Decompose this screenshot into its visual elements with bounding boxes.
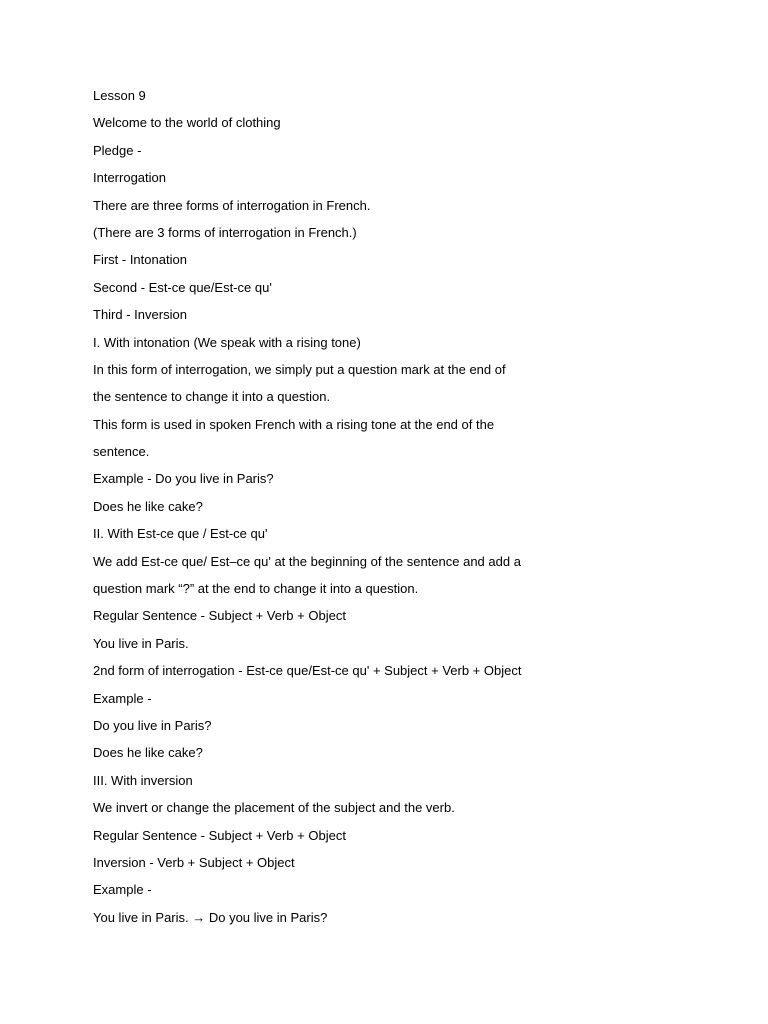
text-line: Inversion - Verb + Subject + Object bbox=[93, 854, 295, 870]
text-line: 2nd form of interrogation - Est-ce que/Est-ce qu' + Subject + Verb + Object bbox=[93, 663, 522, 679]
text-line: Third - Inversion bbox=[93, 307, 187, 323]
text-line: We add Est-ce que/ Est–ce qu' at the beginning of the sentence and add a bbox=[93, 553, 521, 569]
text-line: sentence. bbox=[93, 444, 150, 460]
text-line: We invert or change the placement of the subject and the verb. bbox=[93, 800, 455, 816]
text-line: In this form of interrogation, we simply put a question mark at the end of bbox=[93, 361, 506, 377]
example-line: You live in Paris. → Do you live in Paris? bbox=[93, 909, 328, 925]
text-line: the sentence to change it into a question. bbox=[93, 389, 331, 405]
example-line: Does he like cake? bbox=[93, 745, 203, 761]
section-heading-interrogation: Interrogation bbox=[93, 170, 166, 186]
pledge-line: Pledge - bbox=[93, 142, 142, 158]
example-line: Do you live in Paris? bbox=[93, 717, 212, 733]
text-line: First - Intonation bbox=[93, 252, 187, 268]
text-line: You live in Paris. bbox=[93, 635, 189, 651]
text-line: There are three forms of interrogation in French. bbox=[93, 197, 371, 213]
lesson-title: Lesson 9 bbox=[93, 88, 146, 103]
lesson-subtitle: Welcome to the world of clothing bbox=[93, 115, 281, 131]
text-line: Second - Est-ce que/Est-ce qu' bbox=[93, 279, 272, 295]
section-heading-inversion: III. With inversion bbox=[93, 772, 193, 788]
document-body bbox=[93, 82, 533, 931]
text-line: Regular Sentence - Subject + Verb + Object bbox=[93, 827, 346, 843]
example-line: Example - bbox=[93, 690, 152, 706]
text-line: This form is used in spoken French with a rising tone at the end of the bbox=[93, 416, 495, 432]
text-line: Regular Sentence - Subject + Verb + Object bbox=[93, 608, 346, 624]
example-line: Example - Do you live in Paris? bbox=[93, 471, 274, 487]
text-line: question mark “?” at the end to change it into a question. bbox=[93, 581, 419, 597]
example-line: Example - bbox=[93, 882, 152, 898]
section-heading-est-ce-que: II. With Est-ce que / Est-ce qu' bbox=[93, 526, 268, 542]
text-line: (There are 3 forms of interrogation in French.) bbox=[93, 224, 357, 240]
example-line: Does he like cake? bbox=[93, 498, 203, 514]
section-heading-intonation: I. With intonation (We speak with a rising tone) bbox=[93, 334, 361, 350]
